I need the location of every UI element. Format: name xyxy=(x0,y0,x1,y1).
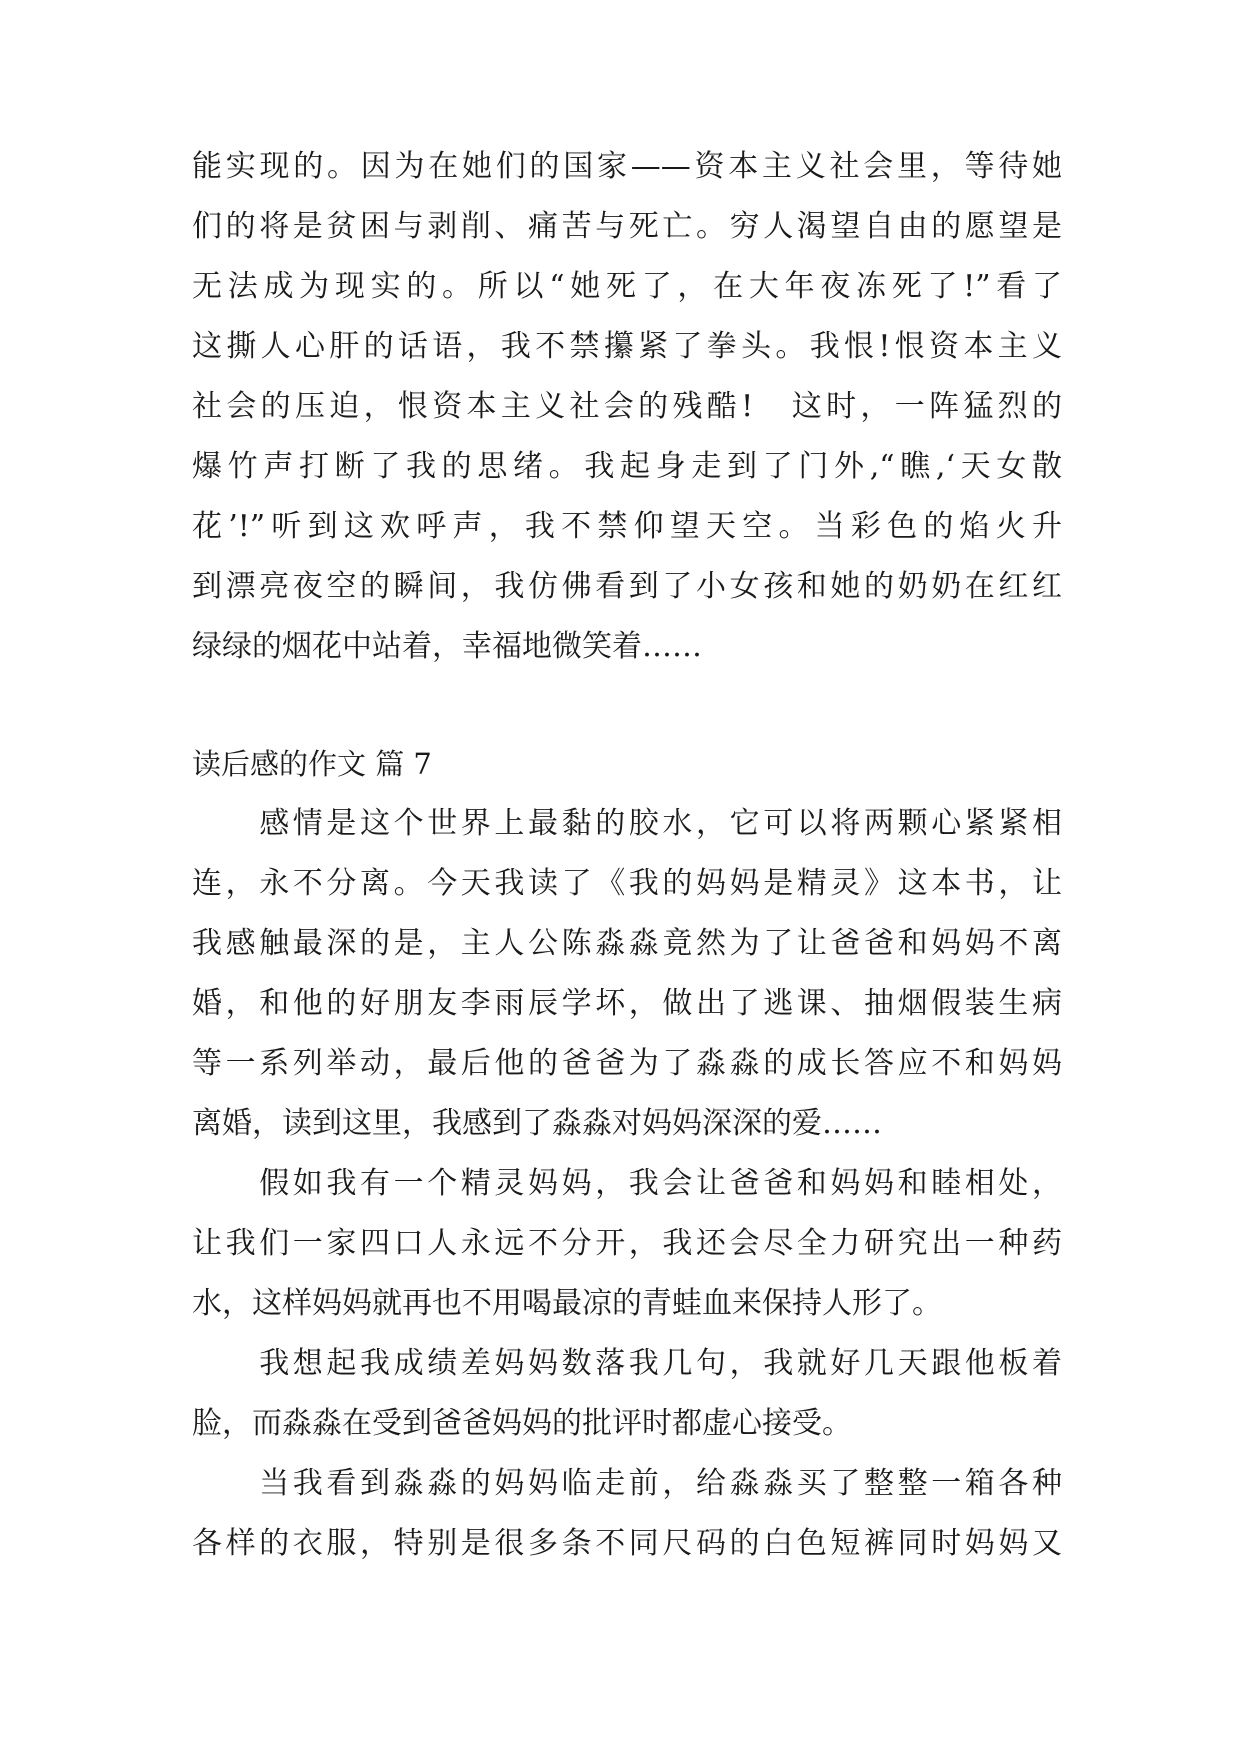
text-line: 到漂亮夜空的瞬间，我仿佛看到了小女孩和她的奶奶在红红 xyxy=(192,569,1062,604)
text-line: 连，永不分离。今天我读了《我的妈妈是精灵》这本书，让 xyxy=(192,866,1062,901)
text-line: 各样的衣服，特别是很多条不同尺码的白色短裤同时妈妈又 xyxy=(192,1526,1062,1561)
text-line: 水，这样妈妈就再也不用喝最凉的青蛙血来保持人形了。 xyxy=(192,1286,942,1321)
text-line: 这撕人心肝的话语，我不禁攥紧了拳头。我恨!恨资本主义 xyxy=(192,329,1062,364)
text-line: 绿绿的烟花中站着，幸福地微笑着…… xyxy=(192,629,702,664)
text-line: 能实现的。因为在她们的国家——资本主义社会里，等待她 xyxy=(192,149,1062,184)
section-heading: 读后感的作文 篇 7 xyxy=(192,747,432,781)
text-line: 假如我有一个精灵妈妈，我会让爸爸和妈妈和睦相处， xyxy=(192,1166,1062,1201)
text-line: 离婚，读到这里，我感到了淼淼对妈妈深深的爱…… xyxy=(192,1106,882,1141)
text-line: 我感触最深的是，主人公陈淼淼竟然为了让爸爸和妈妈不离 xyxy=(192,926,1062,961)
text-line: 花’!”听到这欢呼声，我不禁仰望天空。当彩色的焰火升 xyxy=(192,509,1062,544)
text-line: 们的将是贫困与剥削、痛苦与死亡。穷人渴望自由的愿望是 xyxy=(192,209,1062,244)
text-line: 婚，和他的好朋友李雨辰学坏，做出了逃课、抽烟假装生病 xyxy=(192,986,1062,1021)
text-line: 当我看到淼淼的妈妈临走前，给淼淼买了整整一箱各种 xyxy=(192,1466,1062,1501)
text-line: 无法成为现实的。所以“她死了，在大年夜冻死了!”看了 xyxy=(192,269,1062,304)
text-line: 让我们一家四口人永远不分开，我还会尽全力研究出一种药 xyxy=(192,1226,1062,1261)
text-line: 感情是这个世界上最黏的胶水，它可以将两颗心紧紧相 xyxy=(192,806,1062,841)
text-line: 等一系列举动，最后他的爸爸为了淼淼的成长答应不和妈妈 xyxy=(192,1046,1062,1081)
text-line: 爆竹声打断了我的思绪。我起身走到了门外,“瞧,‘天女散 xyxy=(192,449,1062,484)
text-line: 我想起我成绩差妈妈数落我几句，我就好几天跟他板着 xyxy=(192,1346,1062,1381)
text-line: 脸，而淼淼在受到爸爸妈妈的批评时都虚心接受。 xyxy=(192,1406,852,1441)
text-line: 社会的压迫，恨资本主义社会的残酷! 这时，一阵猛烈的 xyxy=(192,389,1062,424)
